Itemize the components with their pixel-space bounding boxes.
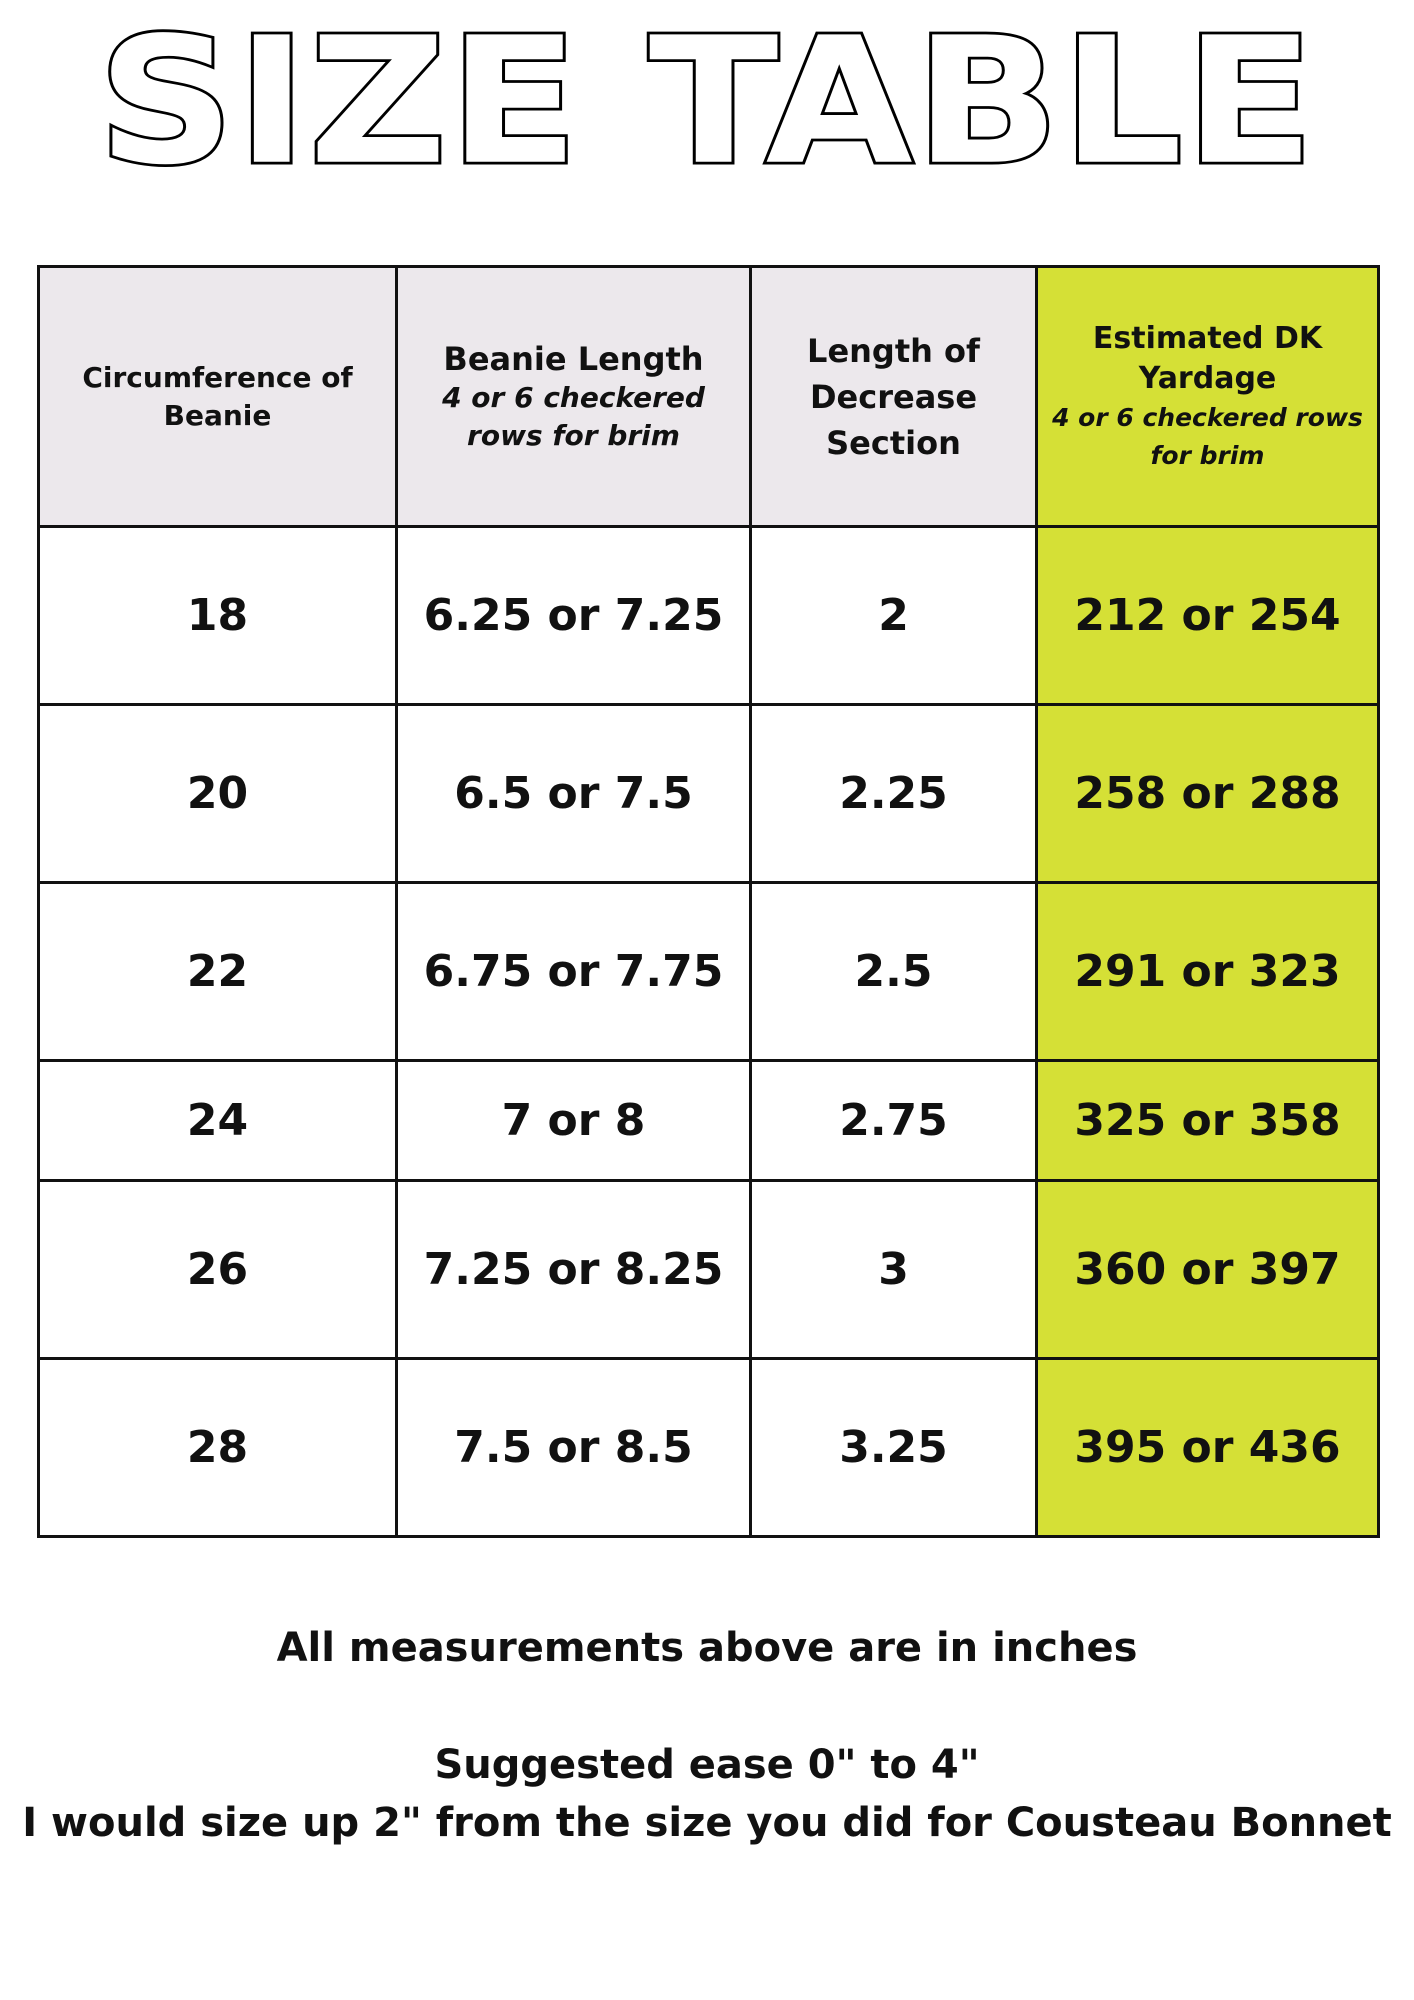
cell-beanie-length: 7 or 8: [397, 1061, 751, 1181]
units-note: All measurements above are in inches: [276, 1625, 1138, 1671]
cell-yardage: 212 or 254: [1037, 527, 1379, 705]
header-sub: 4 or 6 checkered rows for brim: [1052, 402, 1363, 470]
cell-decrease-length: 2.75: [751, 1061, 1037, 1181]
table-row: [39, 705, 1379, 883]
table-row: [39, 1181, 1379, 1359]
header-beanie-length: [397, 267, 751, 527]
header-sub: 4 or 6 checkered rows for brim: [442, 380, 705, 452]
sizing-note: I would size up 2" from the size you did for Cousteau Bonnet: [22, 1800, 1392, 1846]
cell-beanie-length: 6.75 or 7.75: [397, 883, 751, 1061]
header-main: Length of Decrease Section: [807, 331, 980, 462]
cell-yardage: 325 or 358: [1037, 1061, 1379, 1181]
cell-decrease-length: 2.5: [751, 883, 1037, 1061]
header-main: Circumference of Beanie: [82, 360, 353, 432]
cell-circumference: 18: [39, 527, 397, 705]
cell-decrease-length: 3: [751, 1181, 1037, 1359]
header-main: Beanie Length: [443, 339, 704, 378]
header-yardage: [1037, 267, 1379, 527]
cell-circumference: 20: [39, 705, 397, 883]
cell-yardage: 360 or 397: [1037, 1181, 1379, 1359]
cell-yardage: 258 or 288: [1037, 705, 1379, 883]
cell-beanie-length: 6.25 or 7.25: [397, 527, 751, 705]
table-header-row: [39, 267, 1379, 527]
size-table: [37, 265, 1380, 1538]
cell-decrease-length: 2.25: [751, 705, 1037, 883]
cell-decrease-length: 2: [751, 527, 1037, 705]
cell-circumference: 24: [39, 1061, 397, 1181]
table-row: [39, 1061, 1379, 1181]
header-decrease-length: [751, 267, 1037, 527]
cell-beanie-length: 7.25 or 8.25: [397, 1181, 751, 1359]
table-row: [39, 1359, 1379, 1537]
cell-circumference: 26: [39, 1181, 397, 1359]
cell-decrease-length: 3.25: [751, 1359, 1037, 1537]
ease-note: Suggested ease 0" to 4": [434, 1742, 980, 1788]
cell-beanie-length: 6.5 or 7.5: [397, 705, 751, 883]
cell-circumference: 28: [39, 1359, 397, 1537]
header-main: Estimated DK Yardage: [1092, 320, 1323, 396]
cell-yardage: 291 or 323: [1037, 883, 1379, 1061]
cell-yardage: 395 or 436: [1037, 1359, 1379, 1537]
cell-circumference: 22: [39, 883, 397, 1061]
table-row: [39, 883, 1379, 1061]
header-circumference: [39, 267, 397, 527]
cell-beanie-length: 7.5 or 8.5: [397, 1359, 751, 1537]
table-row: [39, 527, 1379, 705]
page-title: SIZE TABLE: [97, 0, 1317, 204]
